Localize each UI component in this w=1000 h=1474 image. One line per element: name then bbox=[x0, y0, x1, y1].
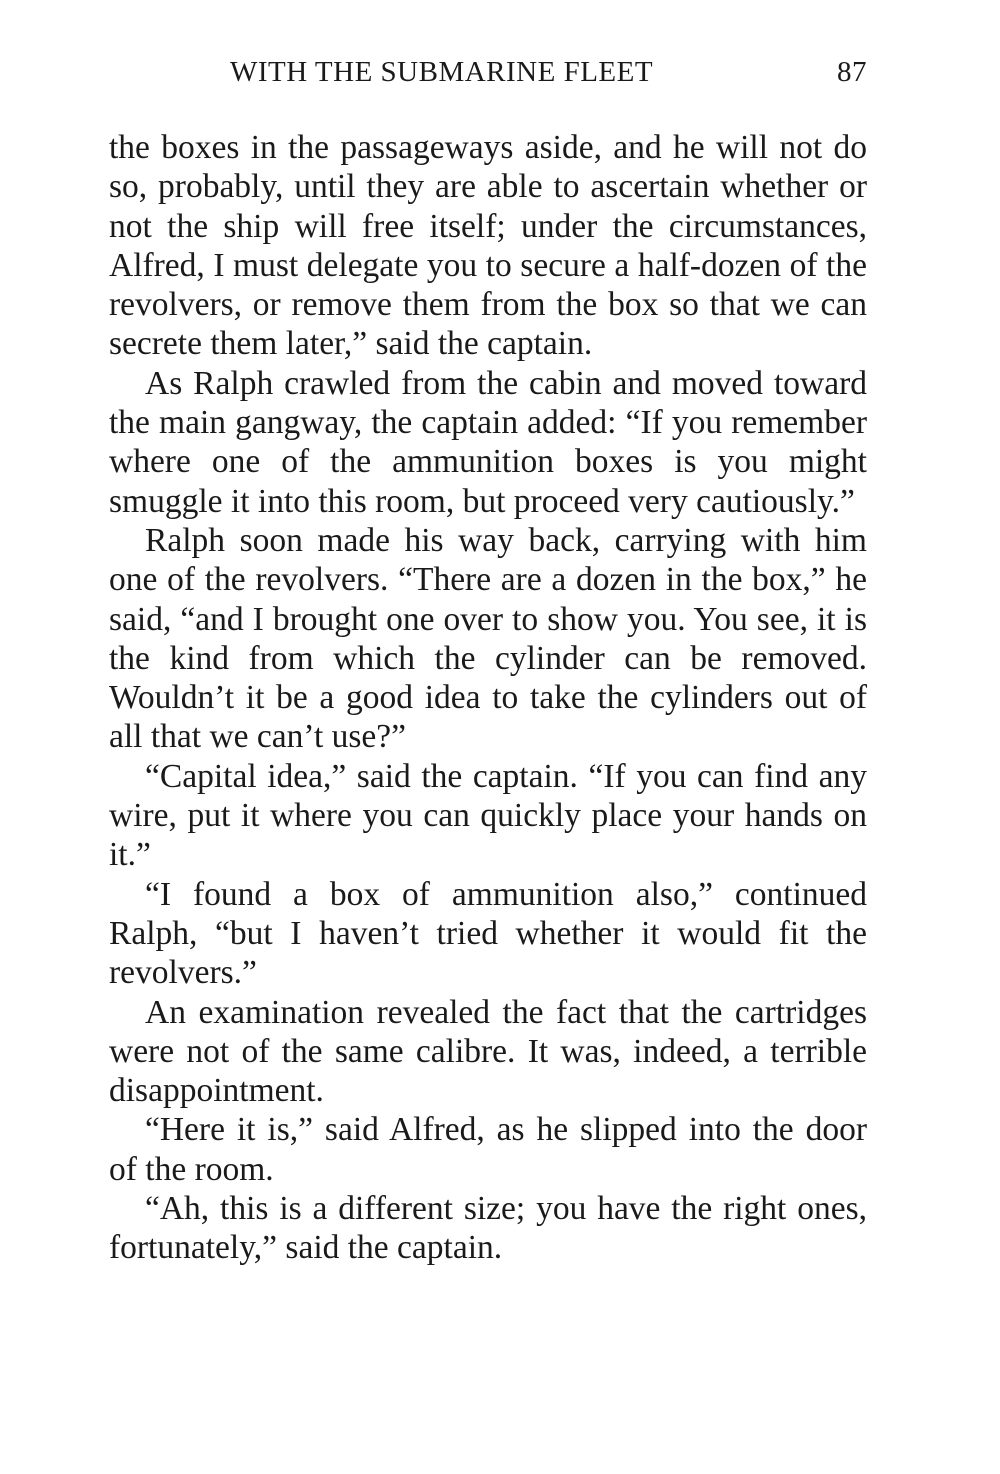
running-title: WITH THE SUBMARINE FLEET bbox=[230, 56, 654, 88]
paragraph: Ralph soon made his way back, carrying with him one of the revolvers. “There are a dozen in the box,” he said, “and I brought one over to show you. You see, it is the kind from which the cylinder can be removed. Wouldn’t it be a good idea to take the cylinders out of all that we can’t use?” bbox=[109, 521, 867, 756]
page-number: 87 bbox=[837, 56, 867, 88]
paragraph: “Capital idea,” said the captain. “If you can find any wire, put it where you can quickly place your hands on it.” bbox=[109, 757, 867, 874]
book-page bbox=[109, 56, 867, 1268]
running-header bbox=[109, 56, 867, 100]
paragraph: An examination revealed the fact that the cartridges were not of the same calibre. It was, indeed, a terrible disappointment. bbox=[109, 993, 867, 1110]
paragraph: As Ralph crawled from the cabin and moved toward the main gangway, the captain added: “If you remember where one of the ammunition boxes is you might smuggle it into this room, but proceed very cautiously.” bbox=[109, 364, 867, 520]
paragraph: “Ah, this is a different size; you have the right ones, fortunately,” said the captain. bbox=[109, 1190, 867, 1267]
paragraph: the boxes in the passageways aside, and he will not do so, probably, until they are able to ascertain whether or not the ship will free itself; under the circumstances, Alfred, I must delegate you to secure a half-dozen of the revolvers, or remove them from the box so that we can secrete them later,” said the captain. bbox=[109, 129, 867, 363]
paragraph: “I found a box of ammunition also,” continued Ralph, “but I haven’t tried whether it would fit the revolvers.” bbox=[109, 875, 867, 992]
paragraph: “Here it is,” said Alfred, as he slipped into the door of the room. bbox=[109, 1111, 867, 1188]
body-text bbox=[109, 128, 867, 1268]
